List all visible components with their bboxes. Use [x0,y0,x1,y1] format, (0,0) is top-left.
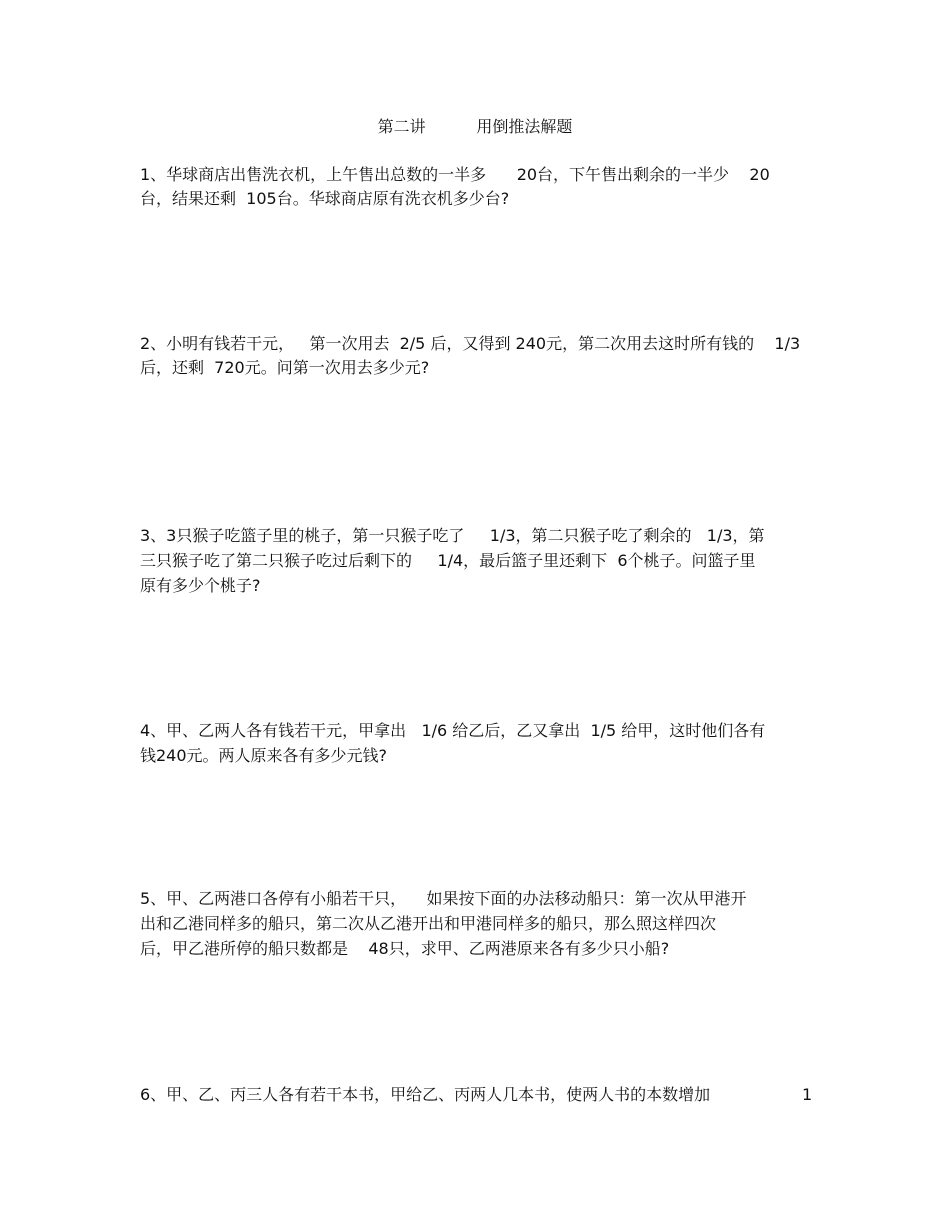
problem-4-line-2: 钱240元。两人原来各有多少元钱? [140,746,388,765]
problem-3-line-3: 原有多少个桃子? [140,576,261,595]
problem-4-line-1: 4、甲、乙两人各有钱若干元，甲拿出 1/6 给乙后，乙又拿出 1/5 给甲，这时他们各有 [140,721,766,740]
problem-5-line-3: 后，甲乙港所停的船只数都是 48只，求甲、乙两港原来各有多少只小船? [140,939,670,958]
problem-1-line-2: 台，结果还剩 105台。华球商店原有洗衣机多少台? [140,189,510,208]
problem-2-line-2: 后，还剩 720元。问第一次用去多少元? [140,358,430,377]
page-title: 第二讲 用倒推法解题 [377,117,573,136]
problem-2-line-1: 2、小明有钱若干元， 第一次用去 2/5 后，又得到 240元，第二次用去这时所有钱的 1/3 [140,334,801,353]
problem-5-line-1: 5、甲、乙两港口各停有小船若干只， 如果按下面的办法移动船只：第一次从甲港开 [140,889,747,908]
problem-6-line-1: 6、甲、乙、丙三人各有若干本书，甲给乙、丙两人几本书，使两人书的本数增加 [140,1085,711,1104]
problem-5-line-2: 出和乙港同样多的船只，第二次从乙港开出和甲港同样多的船只，那么照这样四次 [140,914,717,933]
problem-3-line-2: 三只猴子吃了第二只猴子吃过后剩下的 1/4，最后篮子里还剩下 6个桃子。问篮子里 [140,551,756,570]
page-number: 1 [802,1085,813,1104]
problem-1-line-1: 1、华球商店出售洗衣机，上午售出总数的一半多 20台，下午售出剩余的一半少 20 [140,165,770,184]
problem-3-line-1: 3、3只猴子吃篮子里的桃子，第一只猴子吃了 1/3，第二只猴子吃了剩余的 1/3，第 [140,526,765,545]
